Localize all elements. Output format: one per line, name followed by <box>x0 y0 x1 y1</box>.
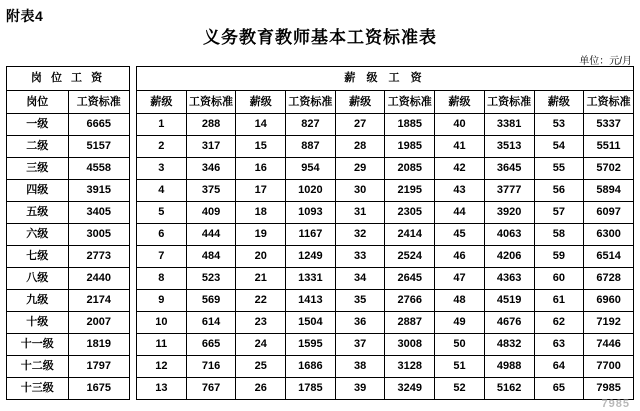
grade-cell: 24 <box>236 334 286 356</box>
grade-cell: 38 <box>335 356 385 378</box>
watermark: 7985 <box>601 398 630 410</box>
salary-cell: 2085 <box>385 158 435 180</box>
grade-salary-group-header: 薪 级 工 资 <box>137 67 634 91</box>
grade-cell: 34 <box>335 268 385 290</box>
salary-cell: 4363 <box>484 268 534 290</box>
grade-cell: 20 <box>236 246 286 268</box>
grade-cell: 59 <box>534 246 584 268</box>
column-header-grade-3: 薪级 <box>335 91 385 114</box>
grade-cell: 28 <box>335 136 385 158</box>
grade-cell: 9 <box>137 290 187 312</box>
column-header-salary-2: 工资标准 <box>286 91 336 114</box>
post-salary: 6665 <box>68 114 130 136</box>
salary-cell: 3513 <box>484 136 534 158</box>
column-header-post: 岗位 <box>7 91 69 114</box>
salary-cell: 665 <box>186 334 236 356</box>
post-salary: 3405 <box>68 202 130 224</box>
grade-cell: 63 <box>534 334 584 356</box>
salary-cell: 4063 <box>484 224 534 246</box>
grade-cell: 4 <box>137 180 187 202</box>
column-header-salary-1: 工资标准 <box>186 91 236 114</box>
post-level: 七级 <box>7 246 69 268</box>
salary-cell: 2645 <box>385 268 435 290</box>
grade-cell: 10 <box>137 312 187 334</box>
grade-cell: 46 <box>435 246 485 268</box>
table-row <box>7 334 130 356</box>
salary-cell: 1331 <box>286 268 336 290</box>
grade-cell: 7 <box>137 246 187 268</box>
salary-cell: 1249 <box>286 246 336 268</box>
grade-cell: 35 <box>335 290 385 312</box>
grade-cell: 1 <box>137 114 187 136</box>
salary-cell: 5894 <box>584 180 634 202</box>
salary-cell: 5337 <box>584 114 634 136</box>
table-row <box>137 290 634 312</box>
table-row <box>137 202 634 224</box>
grade-cell: 6 <box>137 224 187 246</box>
salary-cell: 827 <box>286 114 336 136</box>
salary-cell: 3645 <box>484 158 534 180</box>
post-salary: 2007 <box>68 312 130 334</box>
table-row <box>137 158 634 180</box>
table-row <box>137 268 634 290</box>
column-header-grade-2: 薪级 <box>236 91 286 114</box>
salary-cell: 614 <box>186 312 236 334</box>
salary-cell: 3008 <box>385 334 435 356</box>
table-row <box>137 136 634 158</box>
post-level: 十级 <box>7 312 69 334</box>
salary-cell: 1504 <box>286 312 336 334</box>
grade-cell: 49 <box>435 312 485 334</box>
table-row <box>137 224 634 246</box>
salary-cell: 2766 <box>385 290 435 312</box>
grade-cell: 51 <box>435 356 485 378</box>
salary-cell: 2195 <box>385 180 435 202</box>
table-row <box>7 224 130 246</box>
salary-cell: 1785 <box>286 378 336 400</box>
post-salary: 2174 <box>68 290 130 312</box>
unit-note: 单位：元/月 <box>579 56 632 67</box>
salary-cell: 2305 <box>385 202 435 224</box>
grade-cell: 52 <box>435 378 485 400</box>
salary-cell: 1595 <box>286 334 336 356</box>
grade-cell: 40 <box>435 114 485 136</box>
column-header-post-salary: 工资标准 <box>68 91 130 114</box>
post-salary: 1675 <box>68 378 130 400</box>
post-level: 六级 <box>7 224 69 246</box>
table-header-row <box>137 91 634 114</box>
column-header-salary-5: 工资标准 <box>584 91 634 114</box>
salary-cell: 3920 <box>484 202 534 224</box>
grade-cell: 16 <box>236 158 286 180</box>
post-level: 九级 <box>7 290 69 312</box>
salary-cell: 444 <box>186 224 236 246</box>
table-row <box>137 378 634 400</box>
salary-cell: 716 <box>186 356 236 378</box>
grade-cell: 19 <box>236 224 286 246</box>
salary-cell: 1093 <box>286 202 336 224</box>
salary-cell: 4206 <box>484 246 534 268</box>
salary-cell: 4832 <box>484 334 534 356</box>
grade-cell: 32 <box>335 224 385 246</box>
grade-cell: 29 <box>335 158 385 180</box>
grade-cell: 2 <box>137 136 187 158</box>
salary-cell: 523 <box>186 268 236 290</box>
table-header-row <box>7 67 130 91</box>
table-row <box>137 334 634 356</box>
grade-cell: 36 <box>335 312 385 334</box>
salary-cell: 6960 <box>584 290 634 312</box>
salary-cell: 569 <box>186 290 236 312</box>
grade-cell: 58 <box>534 224 584 246</box>
salary-cell: 1167 <box>286 224 336 246</box>
table-row <box>7 268 130 290</box>
salary-cell: 7700 <box>584 356 634 378</box>
grade-cell: 62 <box>534 312 584 334</box>
grade-cell: 60 <box>534 268 584 290</box>
salary-cell: 954 <box>286 158 336 180</box>
table-row <box>7 356 130 378</box>
grade-cell: 45 <box>435 224 485 246</box>
salary-cell: 887 <box>286 136 336 158</box>
table-row <box>7 246 130 268</box>
salary-cell: 6300 <box>584 224 634 246</box>
grade-salary-table <box>136 66 634 400</box>
grade-cell: 21 <box>236 268 286 290</box>
table-row <box>7 202 130 224</box>
column-header-salary-3: 工资标准 <box>385 91 435 114</box>
grade-cell: 13 <box>137 378 187 400</box>
table-row <box>7 158 130 180</box>
post-level: 十三级 <box>7 378 69 400</box>
post-salary: 2773 <box>68 246 130 268</box>
grade-cell: 44 <box>435 202 485 224</box>
post-level: 八级 <box>7 268 69 290</box>
grade-cell: 18 <box>236 202 286 224</box>
column-header-grade-5: 薪级 <box>534 91 584 114</box>
grade-cell: 61 <box>534 290 584 312</box>
grade-cell: 54 <box>534 136 584 158</box>
table-row <box>7 136 130 158</box>
salary-cell: 767 <box>186 378 236 400</box>
grade-cell: 53 <box>534 114 584 136</box>
grade-cell: 15 <box>236 136 286 158</box>
grade-cell: 22 <box>236 290 286 312</box>
salary-cell: 1413 <box>286 290 336 312</box>
grade-cell: 3 <box>137 158 187 180</box>
table-header-row <box>7 91 130 114</box>
salary-cell: 2524 <box>385 246 435 268</box>
post-salary: 4558 <box>68 158 130 180</box>
grade-cell: 26 <box>236 378 286 400</box>
salary-cell: 484 <box>186 246 236 268</box>
post-salary: 3005 <box>68 224 130 246</box>
grade-cell: 50 <box>435 334 485 356</box>
column-header-salary-4: 工资标准 <box>484 91 534 114</box>
table-row <box>7 114 130 136</box>
grade-cell: 56 <box>534 180 584 202</box>
salary-cell: 2887 <box>385 312 435 334</box>
grade-cell: 65 <box>534 378 584 400</box>
grade-cell: 39 <box>335 378 385 400</box>
grade-cell: 37 <box>335 334 385 356</box>
post-level: 二级 <box>7 136 69 158</box>
grade-cell: 41 <box>435 136 485 158</box>
post-salary: 1797 <box>68 356 130 378</box>
grade-cell: 11 <box>137 334 187 356</box>
salary-cell: 4676 <box>484 312 534 334</box>
post-salary-group-header: 岗 位 工 资 <box>7 67 130 91</box>
table-row <box>137 312 634 334</box>
grade-cell: 48 <box>435 290 485 312</box>
salary-cell: 3128 <box>385 356 435 378</box>
table-row <box>7 378 130 400</box>
post-level: 十二级 <box>7 356 69 378</box>
attachment-label: 附表4 <box>6 8 44 24</box>
post-level: 十一级 <box>7 334 69 356</box>
grade-cell: 43 <box>435 180 485 202</box>
grade-cell: 27 <box>335 114 385 136</box>
grade-cell: 31 <box>335 202 385 224</box>
post-level: 五级 <box>7 202 69 224</box>
salary-cell: 7985 <box>584 378 634 400</box>
grade-cell: 42 <box>435 158 485 180</box>
salary-cell: 1885 <box>385 114 435 136</box>
salary-cell: 5162 <box>484 378 534 400</box>
grade-cell: 64 <box>534 356 584 378</box>
salary-cell: 409 <box>186 202 236 224</box>
table-row <box>137 114 634 136</box>
grade-cell: 57 <box>534 202 584 224</box>
salary-cell: 317 <box>186 136 236 158</box>
table-row <box>137 180 634 202</box>
grade-cell: 33 <box>335 246 385 268</box>
salary-cell: 375 <box>186 180 236 202</box>
post-salary-table <box>6 66 130 400</box>
grade-cell: 14 <box>236 114 286 136</box>
grade-cell: 23 <box>236 312 286 334</box>
grade-cell: 30 <box>335 180 385 202</box>
salary-cell: 2414 <box>385 224 435 246</box>
salary-cell: 1985 <box>385 136 435 158</box>
post-level: 四级 <box>7 180 69 202</box>
table-row <box>137 246 634 268</box>
column-header-grade-1: 薪级 <box>137 91 187 114</box>
salary-cell: 5702 <box>584 158 634 180</box>
post-salary: 5157 <box>68 136 130 158</box>
grade-cell: 12 <box>137 356 187 378</box>
grade-cell: 25 <box>236 356 286 378</box>
salary-cell: 7446 <box>584 334 634 356</box>
post-level: 一级 <box>7 114 69 136</box>
salary-cell: 3381 <box>484 114 534 136</box>
table-row <box>7 312 130 334</box>
page-title: 义务教育教师基本工资标准表 <box>203 28 437 47</box>
salary-cell: 5511 <box>584 136 634 158</box>
grade-cell: 47 <box>435 268 485 290</box>
column-header-grade-4: 薪级 <box>435 91 485 114</box>
salary-cell: 1686 <box>286 356 336 378</box>
table-header-row <box>137 67 634 91</box>
grade-cell: 17 <box>236 180 286 202</box>
post-salary: 3915 <box>68 180 130 202</box>
salary-cell: 4519 <box>484 290 534 312</box>
salary-cell: 6728 <box>584 268 634 290</box>
grade-cell: 5 <box>137 202 187 224</box>
table-row <box>137 356 634 378</box>
salary-cell: 6097 <box>584 202 634 224</box>
grade-cell: 55 <box>534 158 584 180</box>
post-level: 三级 <box>7 158 69 180</box>
post-salary: 1819 <box>68 334 130 356</box>
salary-cell: 3777 <box>484 180 534 202</box>
salary-cell: 346 <box>186 158 236 180</box>
table-row <box>7 290 130 312</box>
salary-cell: 1020 <box>286 180 336 202</box>
table-row <box>7 180 130 202</box>
salary-cell: 4988 <box>484 356 534 378</box>
post-salary: 2440 <box>68 268 130 290</box>
salary-cell: 288 <box>186 114 236 136</box>
salary-cell: 3249 <box>385 378 435 400</box>
grade-cell: 8 <box>137 268 187 290</box>
salary-cell: 6514 <box>584 246 634 268</box>
salary-cell: 7192 <box>584 312 634 334</box>
